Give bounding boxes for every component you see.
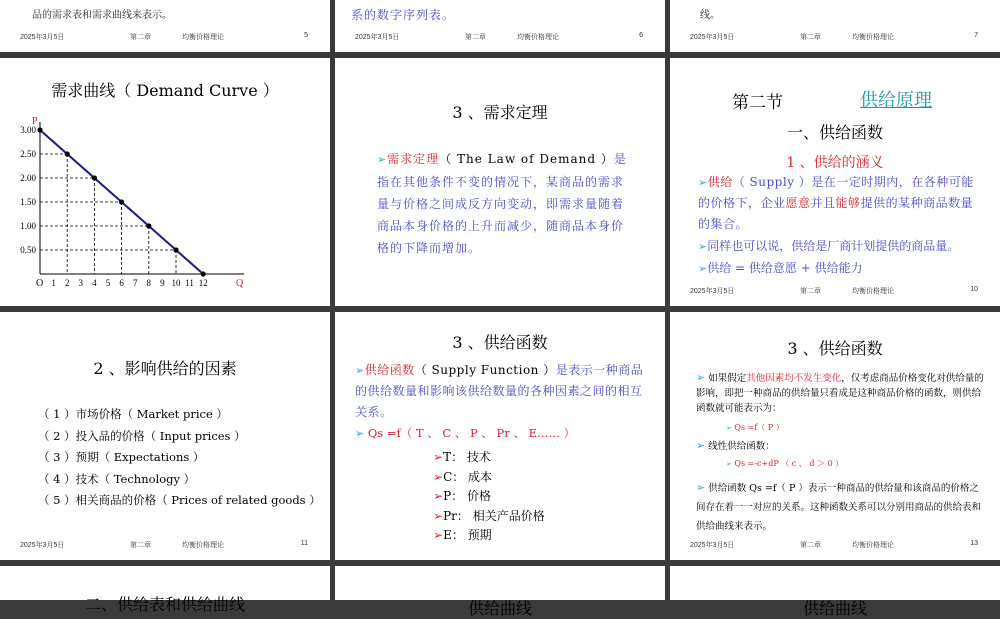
- footer-chapter: 第二章: [800, 288, 821, 295]
- bullet-arrow-icon: ➢: [433, 508, 444, 523]
- bullet-arrow-icon: ➢: [696, 439, 706, 452]
- footer-date: 2025年3月5日: [20, 542, 65, 549]
- paragraph-3: ➢ 供给函数 Qs =f（ P ）表示一种商品的供给量和该商品的价格之间存在着一一对应的关系。这种函数关系可以分别用商品的供给表和供给曲线来表示。: [696, 481, 982, 532]
- y-tick-label: 0.50: [20, 245, 36, 255]
- list-item: ➢Pr： 相关产品价格: [433, 508, 545, 523]
- bullet-arrow-icon: ➢: [696, 481, 706, 494]
- bullet-arrow-icon: ➢: [433, 489, 444, 503]
- slide-text: 系的数字序列表。: [351, 8, 456, 22]
- term-supply-function: 供给函数: [364, 363, 415, 377]
- x-tick-label: 1: [51, 278, 56, 288]
- slide-footer: [20, 540, 308, 550]
- y-tick-label: 1.00: [20, 221, 36, 231]
- slide-7[interactable]: [670, 0, 1000, 52]
- formula-2: ➢ Qs =-c+dP （ c 、 d ＞ 0 ）: [726, 459, 844, 468]
- list-item: （ 2 ）投入品的价格（ Input prices ）: [38, 428, 246, 443]
- footer-topic: 均衡价格理论: [852, 34, 894, 41]
- list-item: （ 5 ）相关商品的价格（ Prices of related goods ）: [38, 493, 321, 507]
- x-tick-label: 11: [185, 278, 194, 288]
- footer-chapter: 第二章: [130, 34, 151, 41]
- list-item: （ 1 ）市场价格（ Market price ）: [38, 407, 228, 421]
- term-english: （ Supply Function ）: [414, 363, 556, 377]
- factor-list: [38, 404, 321, 512]
- term-supply: 供给: [707, 175, 733, 189]
- bullet-arrow-icon: ➢: [377, 153, 388, 166]
- supply-formula: ➢ Qs =f（ T 、 C 、 P 、 Pr 、 E…… ）: [355, 426, 576, 440]
- slide-9[interactable]: [335, 58, 665, 306]
- slide-number: 10: [970, 286, 978, 293]
- footer-topic: 均衡价格理论: [182, 34, 224, 41]
- formula-1: ➢ Qs =f（ P ）: [726, 423, 784, 432]
- slide-number: 7: [974, 32, 978, 39]
- paragraph-2: ➢ 线性供给函数：: [696, 439, 775, 452]
- bullet-arrow-icon: ➢: [433, 450, 444, 464]
- slide-title: 3 、需求定理: [452, 103, 548, 122]
- footer-date: 2025年3月5日: [690, 34, 735, 41]
- slide-footer: [690, 540, 978, 550]
- slide-number: 6: [639, 32, 643, 39]
- slide-title: 供给曲线: [467, 599, 532, 618]
- x-tick-label: 8: [146, 278, 152, 288]
- slide-12[interactable]: [335, 312, 665, 560]
- supply-definition: [698, 172, 982, 235]
- list-item: ➢T： 技术: [433, 450, 491, 464]
- variable-list: [433, 448, 545, 546]
- x-tick-label: 5: [105, 278, 111, 288]
- slide-title: 需求曲线（ Demand Curve ）: [51, 81, 279, 100]
- definition-part: （ Supply ）是在一定时期内，在各种可能的价格下，企业: [698, 175, 974, 210]
- paragraph-1: ➢ 如果假定其他因素均不发生变化，仅考虑商品价格变化对供给量的影响，即把一种商品的供给量只看成是这种商品价格的函数，则供给函数就可能表示为：: [696, 371, 984, 414]
- bullet-arrow-icon: ➢: [433, 469, 444, 484]
- slide-5[interactable]: [0, 0, 330, 52]
- slide-10[interactable]: [670, 58, 1000, 306]
- slide-number: 5: [304, 32, 308, 39]
- slide-footer: [20, 32, 308, 42]
- footer-chapter: 第二章: [130, 542, 151, 549]
- slide-footer: [355, 32, 643, 42]
- bullet-2: ➢同样也可以说，供给是厂商计划提供的商品量。: [698, 239, 960, 253]
- bullet-arrow-icon: ➢: [355, 427, 365, 440]
- x-tick-label: 9: [160, 278, 165, 288]
- bullet-arrow-icon: ➢: [696, 371, 706, 384]
- footer-chapter: 第二章: [800, 542, 821, 549]
- y-tick-label: 2.00: [20, 173, 36, 183]
- slide-13[interactable]: [670, 312, 1000, 560]
- keyword-willing: 愿意: [785, 196, 811, 210]
- slide-14[interactable]: [0, 566, 330, 614]
- q-axis-label: Q: [236, 278, 244, 289]
- definition-part: 并且: [810, 196, 836, 210]
- footer-topic: 均衡价格理论: [852, 288, 894, 295]
- footer-date: 2025年3月5日: [690, 542, 735, 549]
- highlight-text: 其他因素均不发生变化: [746, 373, 842, 384]
- supply-function-definition: [355, 360, 647, 423]
- x-tick-label: 4: [92, 278, 97, 288]
- list-item: ➢P： 价格: [433, 489, 491, 503]
- list-item: （ 4 ）技术（ Technology ）: [38, 471, 196, 486]
- slide-number: 13: [970, 540, 978, 547]
- footer-topic: 均衡价格理论: [517, 34, 559, 41]
- list-item: ➢E： 预期: [433, 528, 492, 542]
- list-item: （ 3 ）预期（ Expectations ）: [38, 450, 205, 464]
- y-tick-label: 2.50: [20, 149, 36, 159]
- slide-number: 11: [300, 540, 308, 547]
- data-point: [119, 199, 124, 204]
- demand-law-text: [377, 148, 629, 259]
- demand-curve-chart: [0, 106, 330, 306]
- x-tick-label: 10: [171, 278, 181, 288]
- term-english: （ The Law of Demand ）: [439, 152, 614, 166]
- definition-body: 是指在其他条件不变的情况下，某商品的需求量与价格之间成反方向变动，即需求量随着商品本身价格的上升而减少，随商品本身价格的下降而增加。: [377, 152, 627, 255]
- sub-heading: 1 、供给的涵义: [786, 155, 884, 171]
- slide-6[interactable]: [335, 0, 665, 52]
- x-tick-label: 6: [119, 278, 124, 288]
- footer-chapter: 第二章: [800, 34, 821, 41]
- definition-part: 提供的某种商品数量的集合。: [698, 196, 974, 231]
- x-tick-label: 12: [198, 278, 208, 288]
- slide-title: 3 、供给函数: [452, 333, 548, 352]
- footer-topic: 均衡价格理论: [182, 542, 224, 549]
- slide-footer: [690, 286, 978, 296]
- data-point: [65, 151, 70, 156]
- x-tick-label: 7: [132, 278, 138, 288]
- data-point: [37, 127, 42, 132]
- list-item: ➢C： 成本: [433, 469, 493, 484]
- p-axis-label: P: [32, 116, 38, 127]
- section-title-link[interactable]: 供给原理: [860, 90, 932, 111]
- data-point: [146, 223, 151, 228]
- slide-footer: [690, 32, 978, 42]
- slide-16[interactable]: [670, 566, 1000, 618]
- data-point: [92, 175, 97, 180]
- data-point: [173, 247, 178, 252]
- footer-chapter: 第二章: [465, 34, 486, 41]
- footer-date: 2025年3月5日: [355, 34, 400, 41]
- bullet-arrow-icon: ➢: [433, 528, 444, 542]
- section-number: 第二节: [732, 93, 783, 113]
- bullet-arrow-icon: ➢: [698, 176, 708, 189]
- y-tick-label: 3.00: [20, 125, 36, 135]
- footer-topic: 均衡价格理论: [852, 542, 894, 549]
- keyword-able: 能够: [835, 196, 861, 210]
- slide-15[interactable]: [335, 566, 665, 618]
- slide-title: 供给曲线: [802, 599, 867, 618]
- slide-11[interactable]: [0, 312, 330, 560]
- slide-text: 线。: [700, 10, 720, 21]
- slide-title: 2 、影响供给的因素: [93, 359, 237, 378]
- definition-body: 是表示一种商品的供给数量和影响该供给数量的各种因素之间的相互关系。: [355, 363, 644, 419]
- slide-title: 3 、供给函数: [787, 339, 883, 358]
- origin-label: O: [36, 278, 44, 289]
- x-tick-label: 2: [64, 278, 70, 288]
- bullet-3: ➢供给 = 供给意愿 + 供给能力: [698, 261, 863, 275]
- bullet-arrow-icon: ➢: [355, 364, 365, 377]
- footer-date: 2025年3月5日: [690, 288, 735, 295]
- x-tick-label: 3: [78, 278, 84, 288]
- y-tick-label: 1.50: [20, 197, 36, 207]
- subtitle: 一、供给函数: [786, 123, 883, 142]
- footer-date: 2025年3月5日: [20, 34, 65, 41]
- slide-title: 二、供给表和供给曲线: [84, 595, 245, 614]
- data-point: [201, 271, 206, 276]
- slide-8[interactable]: [0, 58, 330, 306]
- bullet-arrow-icon: ➢: [698, 240, 708, 253]
- term-demand-law: 需求定理: [387, 152, 440, 166]
- slide-text: 品的需求表和需求曲线来表示。: [32, 10, 172, 21]
- bullet-arrow-icon: ➢: [698, 262, 708, 275]
